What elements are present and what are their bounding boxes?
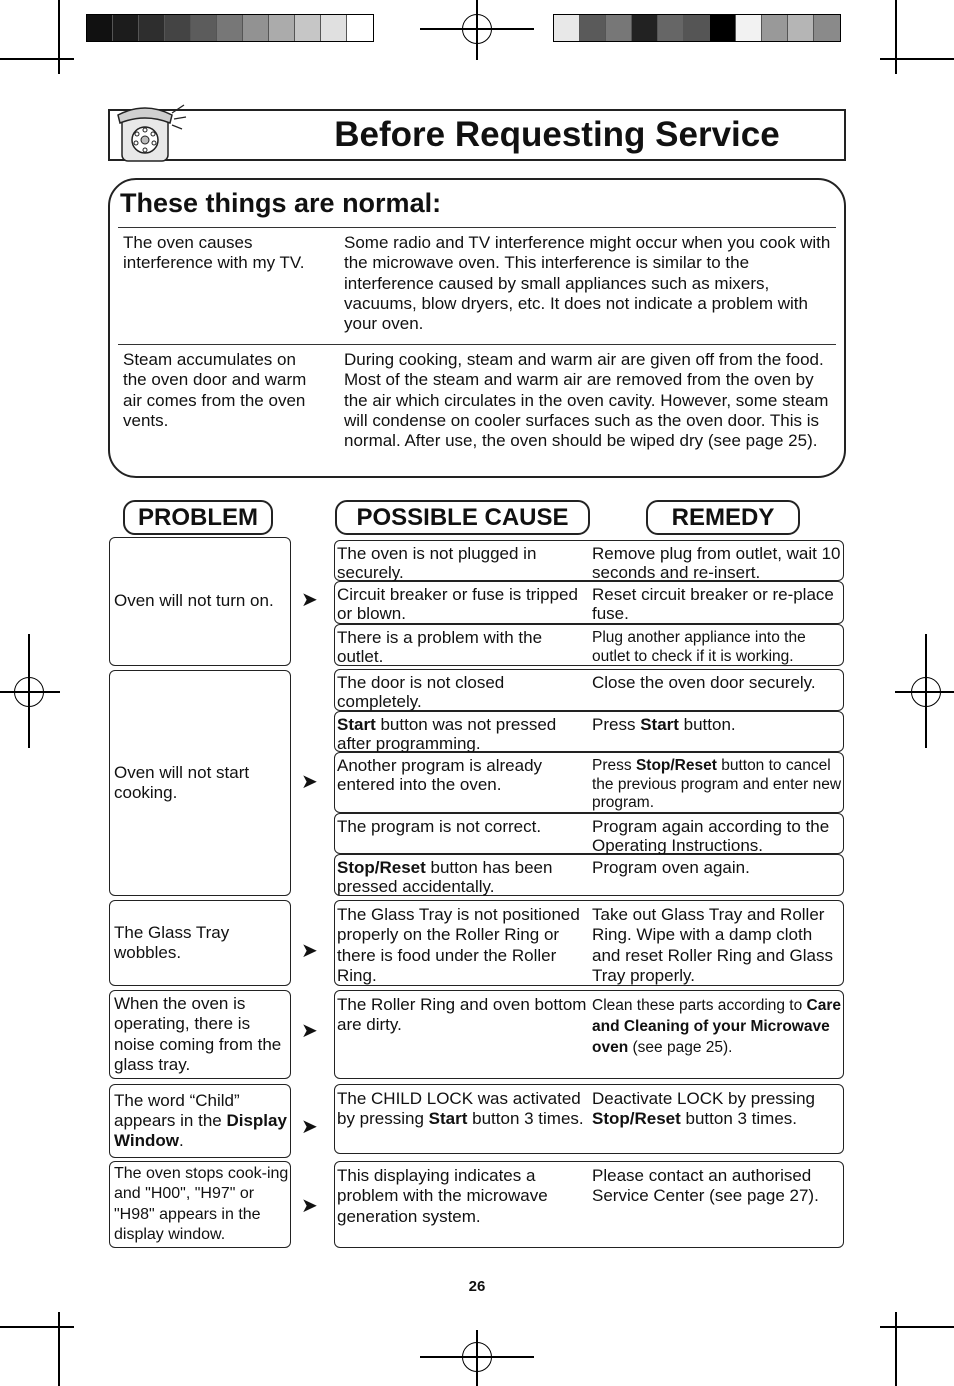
remedy-text: Reset circuit breaker or re-place fuse. xyxy=(592,585,834,623)
telephone-icon xyxy=(112,99,188,165)
cause-remedy-row xyxy=(334,990,844,1079)
problem-column-header: PROBLEM xyxy=(123,500,273,535)
problem-text: The Glass Tray wobbles. xyxy=(114,922,230,962)
page-number: 26 xyxy=(468,1278,486,1295)
cause-text: The Roller Ring and oven bottom are dirty. xyxy=(337,995,587,1035)
arrow-icon: ➤ xyxy=(301,771,318,793)
cause-column-header: POSSIBLE CAUSE xyxy=(335,500,590,535)
cause-text: The program is not correct. xyxy=(337,817,542,836)
remedy-column-header: REMEDY xyxy=(646,500,800,535)
remedy-text: Please contact an authorised Service Center (see page 27). xyxy=(592,1166,819,1206)
cause-text: The Glass Tray is not positioned properly on the Roller Ring or there is food under the Roller Ring. xyxy=(337,905,580,985)
remedy-text: Clean these parts according to Care and Cleaning of your Microwave oven (see page 25). xyxy=(592,997,842,1056)
remedy-text: Deactivate LOCK by pressing Stop/Reset button 3 times. xyxy=(592,1089,815,1129)
problem-box xyxy=(109,990,291,1079)
problem-box xyxy=(109,537,291,666)
remedy-text: Remove plug from outlet, wait 10 seconds and re-insert. xyxy=(592,544,841,582)
cause-text: Stop/Reset button has been pressed accidentally. xyxy=(337,858,553,896)
cause-remedy-row xyxy=(334,752,844,813)
problem-text: Oven will not turn on. xyxy=(114,591,274,611)
problem-box xyxy=(109,1161,291,1248)
color-bar-left xyxy=(86,14,374,42)
title-box xyxy=(108,109,846,161)
remedy-text: Program oven again. xyxy=(592,858,750,877)
remedy-text: Take out Glass Tray and Roller Ring. Wipe with a damp cloth and reset Roller Ring and Glass Tray properly. xyxy=(592,905,833,985)
normal-problem: The oven causes interference with my TV. xyxy=(123,233,305,273)
arrow-icon: ➤ xyxy=(301,1020,318,1042)
problem-text: Oven will not start cooking. xyxy=(114,762,250,802)
problem-text: When the oven is operating, there is noise coming from the glass tray. xyxy=(114,993,282,1074)
cause-text: The oven is not plugged in securely. xyxy=(337,544,537,582)
arrow-icon: ➤ xyxy=(301,1195,318,1217)
arrow-icon: ➤ xyxy=(301,1116,318,1138)
remedy-text: Press Start button. xyxy=(592,715,736,734)
cause-text: Start button was not pressed after programming. xyxy=(337,715,557,753)
cause-remedy-row xyxy=(334,711,844,752)
problem-box xyxy=(109,670,291,896)
page-title: Before Requesting Service xyxy=(334,115,780,154)
cause-text: This displaying indicates a problem with the microwave generation system. xyxy=(337,1166,548,1226)
normal-section xyxy=(108,178,846,478)
remedy-text: Close the oven door securely. xyxy=(592,673,816,692)
cause-remedy-row xyxy=(334,900,844,986)
problem-text: The word “Child” appears in the Display Window. xyxy=(114,1090,287,1151)
color-bar-right xyxy=(553,14,841,42)
cause-remedy-row xyxy=(334,540,844,581)
cause-text: There is a problem with the outlet. xyxy=(337,628,543,666)
cause-text: Circuit breaker or fuse is tripped or blown. xyxy=(337,585,578,623)
normal-explanation: Some radio and TV interference might occur when you cook with the microwave oven. This interference is similar to the interference caused by small appliances such as mixers, vacuums, blow dryers, etc. It does not indicate a problem with your oven. xyxy=(344,233,831,334)
divider xyxy=(118,227,836,228)
cause-remedy-row xyxy=(334,854,844,896)
cause-text: The CHILD LOCK was activated by pressing Start button 3 times. xyxy=(337,1089,584,1129)
cause-text: Another program is already entered into the oven. xyxy=(337,756,543,794)
arrow-icon: ➤ xyxy=(301,589,318,611)
cause-remedy-row xyxy=(334,669,844,711)
cause-remedy-row xyxy=(334,624,844,666)
normal-explanation: During cooking, steam and warm air are given off from the food. Most of the steam and warm air are removed from the oven by the air which circulates in the oven cavity. However, some steam will condense on cooler surfaces such as the oven door. This is normal. After use, the oven should be wiped dry (see page 25). xyxy=(344,350,829,451)
arrow-icon: ➤ xyxy=(301,940,318,962)
normal-heading: These things are normal: xyxy=(120,188,442,218)
remedy-text: Program again according to the Operating Instructions. xyxy=(592,817,830,855)
remedy-text: Plug another appliance into the outlet to check if it is working. xyxy=(592,629,806,665)
remedy-text: Press Stop/Reset button to cancel the previous program and enter new program. xyxy=(592,757,842,811)
cause-remedy-row xyxy=(334,1161,844,1248)
normal-problem: Steam accumulates on the oven door and warm air comes from the oven vents. xyxy=(123,350,307,430)
cause-remedy-row xyxy=(334,813,844,854)
cause-remedy-row xyxy=(334,581,844,624)
problem-text: The oven stops cook-ing and "H00", "H97" or "H98" appears in the display window. xyxy=(114,1164,289,1243)
problem-box xyxy=(109,900,291,986)
cause-text: The door is not closed completely. xyxy=(337,673,505,711)
divider xyxy=(118,344,836,345)
cause-remedy-row xyxy=(334,1084,844,1154)
problem-box xyxy=(109,1084,291,1158)
